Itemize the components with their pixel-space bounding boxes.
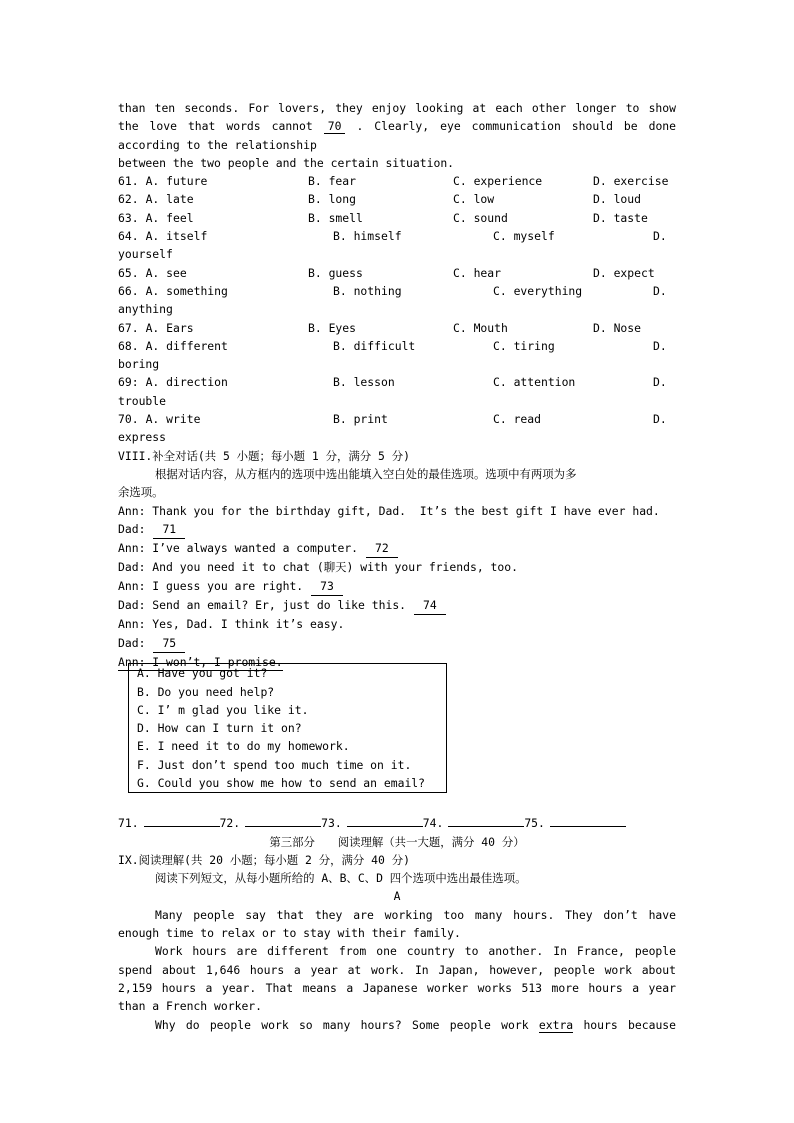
speaker-label: Ann:: [118, 617, 146, 632]
cloze-blank-70: 70: [324, 119, 346, 134]
exam-page: [118, 99, 676, 1034]
option-b: B. guess: [308, 265, 363, 280]
dialogue-line-7: [118, 615, 676, 633]
passage-line-7: Why do people work so many hours? Some people work extra hours because: [155, 1017, 677, 1032]
dialogue-text: I’ve always wanted a computer.: [152, 541, 359, 556]
dialogue-blank-75: 75: [153, 634, 185, 653]
speaker-label: Dad:: [118, 598, 146, 613]
option-b: B. Eyes: [308, 320, 357, 335]
dialogue-line-2: [118, 520, 676, 539]
dialogue-blank-71: 71: [153, 520, 185, 539]
question-number: 62.: [118, 192, 139, 207]
answer-blank-71: [144, 813, 220, 827]
option-d: D.: [653, 229, 667, 244]
dialogue-text: I won’t, I promise.: [152, 654, 283, 669]
option-c: C. read: [493, 412, 542, 427]
option-b: B. long: [308, 192, 357, 207]
question-row-62: [118, 190, 676, 208]
question-69-wrap: [118, 392, 676, 410]
option-a: A. late: [145, 192, 194, 207]
question-number: 66.: [118, 283, 139, 298]
option-a: A. itself: [145, 229, 208, 244]
question-row-67: [118, 319, 676, 337]
underlined-word-extra: extra: [538, 1017, 574, 1032]
box-option-g: G. Could you show me how to send an email?: [137, 775, 426, 790]
dialogue-text: And you need it to chat (聊天) with your friends, too.: [152, 560, 518, 575]
speaker-label: Ann:: [118, 578, 146, 593]
option-b: B. nothing: [333, 283, 402, 298]
option-a: A. write: [145, 412, 201, 427]
answer-number-75: 75.: [524, 816, 545, 831]
passage-line-2: enough time to relax or to stay with their family.: [118, 926, 461, 941]
question-row-68: [118, 337, 676, 355]
section-ix-heading: IX.阅读理解(共 20 小题；每小题 2 分，满分 40 分): [118, 852, 410, 867]
dialogue-line-3: [118, 539, 676, 558]
option-d: D.: [653, 375, 667, 390]
option-c: C. low: [453, 192, 495, 207]
option-c: C. Mouth: [453, 320, 508, 335]
question-number: 64.: [118, 229, 139, 244]
dialogue-line-5: [118, 577, 676, 596]
dialogue-line-6: [118, 596, 676, 615]
answer-number-73: 73.: [321, 816, 342, 831]
option-a: A. feel: [145, 210, 194, 225]
passage-line-4: spend about 1,646 hours a year at work. In Japan, however, people work about: [118, 962, 676, 977]
option-d: D.: [653, 283, 667, 298]
question-row-66: [118, 282, 676, 300]
option-d: D. loud: [593, 192, 642, 207]
answer-blank-72: [245, 813, 321, 827]
passage-line-3: Work hours are different from one country to another. In France, people: [155, 944, 676, 959]
question-row-63: [118, 209, 676, 227]
question-number: 68.: [118, 338, 139, 353]
dialogue-text: Send an email? Er, just do like this.: [152, 598, 407, 613]
option-d-continued: trouble: [118, 393, 167, 408]
cloze-text: than ten seconds. For lovers, they enjoy looking at each other longer to show: [118, 101, 676, 115]
dialogue-line-4: [118, 558, 676, 576]
passage-line-5: 2,159 hours a year. That means a Japanese worker works 513 more hours a year: [118, 980, 676, 995]
option-d-continued: yourself: [118, 247, 173, 262]
speaker-label: Ann:: [118, 654, 146, 669]
passage-line-6: than a French worker.: [118, 999, 263, 1014]
question-row-61: [118, 172, 676, 190]
answer-number-72: 72.: [219, 816, 241, 831]
answer-number-74: 74.: [422, 816, 444, 831]
dialogue-line-8: [118, 634, 676, 653]
option-d-continued: express: [118, 430, 167, 445]
option-a: A. future: [145, 174, 208, 189]
question-66-wrap: [118, 300, 676, 318]
option-c: C. tiring: [493, 338, 555, 353]
option-b: B. fear: [308, 174, 357, 189]
question-number: 61.: [118, 174, 139, 189]
cloze-passage-line-3: [118, 136, 676, 154]
answer-number-71: 71.: [118, 816, 139, 831]
option-b: B. himself: [333, 229, 402, 244]
viii-instruction-line-1: 根据对话内容，从方框内的选项中选出能填入空白处的最佳选项。选项中有两项为多: [155, 466, 577, 481]
cloze-text: the love that words cannot: [118, 119, 313, 134]
option-b: B. difficult: [333, 338, 416, 353]
dialogue-line-1: [118, 502, 676, 520]
passage-line-1: Many people say that they are working too many hours. They don’t have: [155, 907, 676, 922]
question-number: 63.: [118, 210, 139, 225]
option-b: B. print: [333, 412, 388, 427]
box-option-a: A. Have you got it?: [137, 666, 268, 681]
question-row-64: [118, 227, 676, 245]
option-d: D. taste: [593, 210, 648, 225]
dialogue-text: Thank you for the birthday gift, Dad. It’s the best gift I have ever had.: [152, 503, 660, 518]
question-70-wrap: [118, 428, 676, 446]
cloze-passage-line-4: [118, 154, 676, 172]
speaker-label: Ann:: [118, 541, 146, 556]
dialogue-blank-73: 73: [311, 577, 343, 596]
option-b: B. lesson: [333, 375, 395, 390]
box-option-e: E. I need it to do my homework.: [137, 739, 350, 754]
option-a: A. different: [145, 338, 228, 353]
option-d-continued: anything: [118, 302, 173, 317]
cloze-text: between the two people and the certain situation.: [118, 155, 455, 170]
part3-heading: 第三部分 阅读理解（共一大题，满分 40 分）: [269, 834, 525, 849]
question-row-70: [118, 410, 676, 428]
option-c: C. hear: [453, 265, 502, 280]
passage-label: A: [393, 889, 401, 904]
option-d: D. exercise: [593, 174, 669, 189]
dialogue-text: Yes, Dad. I think it’s easy.: [152, 617, 345, 632]
answer-blank-row: [118, 813, 676, 832]
option-d-continued: boring: [118, 357, 160, 372]
question-number: 65.: [118, 265, 139, 280]
box-option-f: F. Just don’t spend too much time on it.: [137, 757, 412, 772]
section-viii-heading: VIII.补全对话(共 5 小题；每小题 1 分，满分 5 分): [118, 448, 410, 463]
box-option-b: B. Do you need help?: [137, 684, 275, 699]
answer-blank-73: [347, 813, 423, 827]
options-box: [128, 663, 447, 793]
option-d: D.: [653, 412, 667, 427]
option-a: A. see: [145, 265, 187, 280]
ix-instruction: 阅读下列短文，从每小题所给的 A、B、C、D 四个选项中选出最佳选项。: [155, 871, 527, 886]
option-a: A. direction: [145, 375, 228, 390]
question-row-65: [118, 264, 676, 282]
cloze-passage-line-2: [118, 117, 676, 135]
option-d: D.: [653, 338, 667, 353]
dialogue-blank-72: 72: [366, 539, 398, 558]
question-number: 69:: [118, 375, 139, 390]
option-a: A. something: [145, 283, 228, 298]
dialogue-text: I guess you are right.: [152, 578, 304, 593]
question-68-wrap: [118, 355, 676, 373]
option-d: D. expect: [593, 265, 655, 280]
box-option-d: D. How can I turn it on?: [137, 721, 302, 736]
question-row-69: [118, 373, 676, 391]
question-number: 70.: [118, 412, 139, 427]
cloze-text: . Clearly, eye communication should be done: [356, 119, 677, 134]
option-c: C. everything: [493, 283, 583, 298]
dialogue-blank-74: 74: [414, 596, 446, 615]
question-64-wrap: [118, 245, 676, 263]
option-c: C. attention: [493, 375, 576, 390]
cloze-text: according to the relationship: [118, 137, 317, 152]
viii-instruction-line-2: 余选项。: [118, 485, 164, 500]
answer-blank-74: [448, 813, 524, 827]
option-c: C. myself: [493, 229, 555, 244]
option-d: D. Nose: [593, 320, 642, 335]
option-a: A. Ears: [145, 320, 194, 335]
cloze-passage-line-1: [118, 99, 676, 117]
speaker-label: Dad:: [118, 521, 146, 536]
speaker-label: Ann:: [118, 503, 146, 518]
speaker-label: Dad:: [118, 635, 146, 650]
speaker-label: Dad:: [118, 560, 146, 575]
question-number: 67.: [118, 320, 139, 335]
box-option-c: C. I’ m glad you like it.: [137, 702, 309, 717]
option-c: C. experience: [453, 174, 543, 189]
answer-blank-75: [550, 813, 626, 827]
option-b: B. smell: [308, 210, 363, 225]
option-c: C. sound: [453, 210, 508, 225]
